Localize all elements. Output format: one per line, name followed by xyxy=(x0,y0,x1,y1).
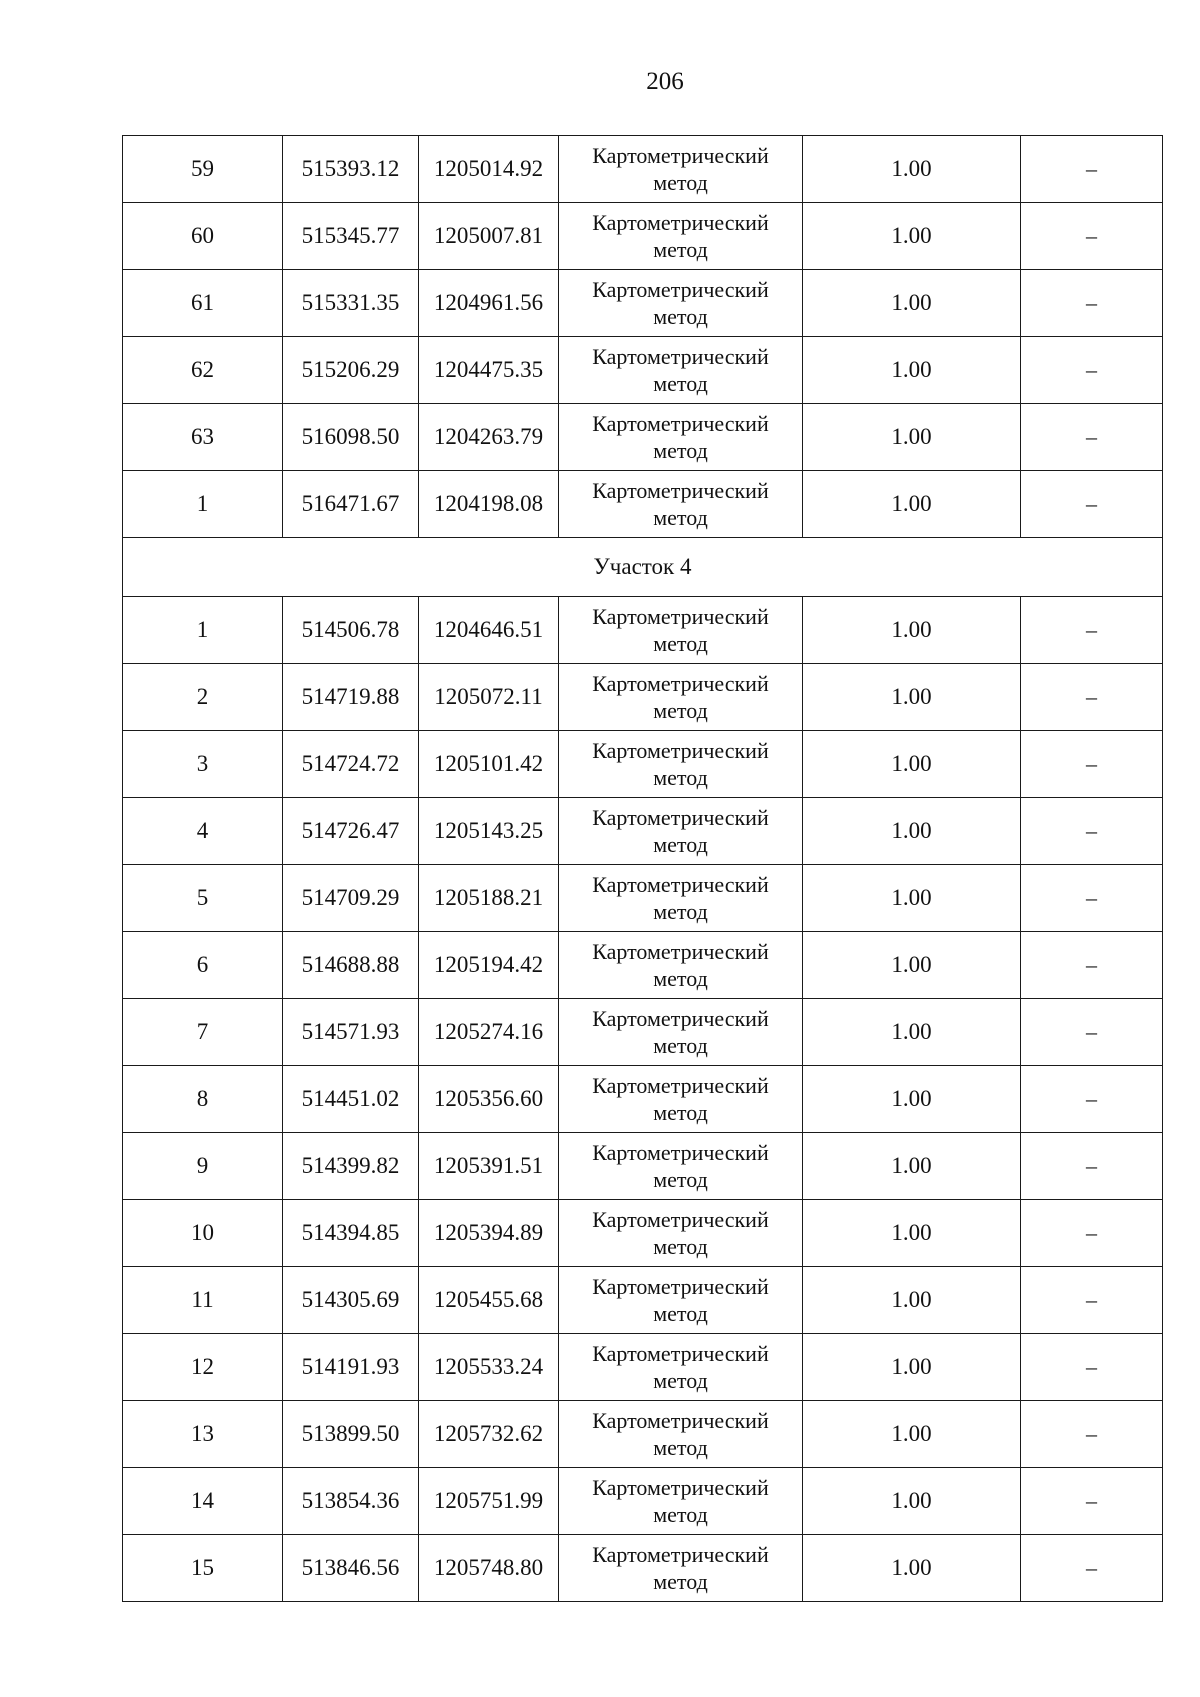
method-line-2: метод xyxy=(653,170,708,195)
method-cell xyxy=(559,337,803,404)
method-line-1: Картометрический xyxy=(592,210,769,235)
y-coordinate-cell: 1205751.99 xyxy=(419,1468,559,1535)
x-coordinate-cell: 513899.50 xyxy=(283,1401,419,1468)
method-line-2: метод xyxy=(653,631,708,656)
note-cell: – xyxy=(1021,999,1163,1066)
method-cell xyxy=(559,471,803,538)
method-cell xyxy=(559,664,803,731)
point-number-cell: 10 xyxy=(123,1200,283,1267)
precision-cell: 1.00 xyxy=(803,471,1021,538)
note-cell: – xyxy=(1021,664,1163,731)
coordinates-table xyxy=(122,135,1163,1602)
method-cell xyxy=(559,1066,803,1133)
note-cell: – xyxy=(1021,1267,1163,1334)
point-number-cell: 1 xyxy=(123,471,283,538)
table-row xyxy=(123,999,1163,1066)
table-row xyxy=(123,731,1163,798)
y-coordinate-cell: 1205194.42 xyxy=(419,932,559,999)
x-coordinate-cell: 514394.85 xyxy=(283,1200,419,1267)
note-cell: – xyxy=(1021,471,1163,538)
precision-cell: 1.00 xyxy=(803,664,1021,731)
point-number-cell: 13 xyxy=(123,1401,283,1468)
x-coordinate-cell: 514191.93 xyxy=(283,1334,419,1401)
x-coordinate-cell: 514719.88 xyxy=(283,664,419,731)
table-row xyxy=(123,471,1163,538)
method-cell xyxy=(559,1334,803,1401)
y-coordinate-cell: 1205533.24 xyxy=(419,1334,559,1401)
note-cell: – xyxy=(1021,270,1163,337)
precision-cell: 1.00 xyxy=(803,1535,1021,1602)
note-cell: – xyxy=(1021,337,1163,404)
y-coordinate-cell: 1205391.51 xyxy=(419,1133,559,1200)
point-number-cell: 14 xyxy=(123,1468,283,1535)
x-coordinate-cell: 515393.12 xyxy=(283,136,419,203)
y-coordinate-cell: 1205007.81 xyxy=(419,203,559,270)
method-line-1: Картометрический xyxy=(592,738,769,763)
method-cell xyxy=(559,404,803,471)
method-line-1: Картометрический xyxy=(592,671,769,696)
method-line-2: метод xyxy=(653,304,708,329)
y-coordinate-cell: 1205356.60 xyxy=(419,1066,559,1133)
y-coordinate-cell: 1205394.89 xyxy=(419,1200,559,1267)
method-line-2: метод xyxy=(653,1569,708,1594)
note-cell: – xyxy=(1021,932,1163,999)
precision-cell: 1.00 xyxy=(803,1066,1021,1133)
note-cell: – xyxy=(1021,1200,1163,1267)
x-coordinate-cell: 514506.78 xyxy=(283,597,419,664)
method-line-2: метод xyxy=(653,698,708,723)
method-line-1: Картометрический xyxy=(592,805,769,830)
note-cell: – xyxy=(1021,597,1163,664)
y-coordinate-cell: 1205732.62 xyxy=(419,1401,559,1468)
method-line-1: Картометрический xyxy=(592,1408,769,1433)
method-line-2: метод xyxy=(653,371,708,396)
table-row xyxy=(123,1133,1163,1200)
table-body-block1 xyxy=(123,136,1163,538)
point-number-cell: 15 xyxy=(123,1535,283,1602)
section-header-group xyxy=(123,538,1163,597)
x-coordinate-cell: 515331.35 xyxy=(283,270,419,337)
point-number-cell: 63 xyxy=(123,404,283,471)
method-line-1: Картометрический xyxy=(592,604,769,629)
x-coordinate-cell: 513846.56 xyxy=(283,1535,419,1602)
method-cell xyxy=(559,1401,803,1468)
precision-cell: 1.00 xyxy=(803,597,1021,664)
method-cell xyxy=(559,1200,803,1267)
x-coordinate-cell: 515345.77 xyxy=(283,203,419,270)
method-line-1: Картометрический xyxy=(592,872,769,897)
note-cell: – xyxy=(1021,1535,1163,1602)
method-cell xyxy=(559,1133,803,1200)
method-cell xyxy=(559,136,803,203)
table-row xyxy=(123,1535,1163,1602)
precision-cell: 1.00 xyxy=(803,337,1021,404)
method-line-1: Картометрический xyxy=(592,1073,769,1098)
method-line-2: метод xyxy=(653,765,708,790)
point-number-cell: 4 xyxy=(123,798,283,865)
x-coordinate-cell: 516098.50 xyxy=(283,404,419,471)
point-number-cell: 12 xyxy=(123,1334,283,1401)
method-line-2: метод xyxy=(653,1502,708,1527)
method-cell xyxy=(559,1535,803,1602)
method-line-2: метод xyxy=(653,1100,708,1125)
y-coordinate-cell: 1204475.35 xyxy=(419,337,559,404)
method-line-1: Картометрический xyxy=(592,1140,769,1165)
precision-cell: 1.00 xyxy=(803,136,1021,203)
y-coordinate-cell: 1205748.80 xyxy=(419,1535,559,1602)
point-number-cell: 61 xyxy=(123,270,283,337)
method-line-1: Картометрический xyxy=(592,277,769,302)
table-row xyxy=(123,1200,1163,1267)
point-number-cell: 6 xyxy=(123,932,283,999)
method-line-2: метод xyxy=(653,1167,708,1192)
note-cell: – xyxy=(1021,1334,1163,1401)
y-coordinate-cell: 1205072.11 xyxy=(419,664,559,731)
coordinates-table-container xyxy=(122,135,1162,1602)
x-coordinate-cell: 514451.02 xyxy=(283,1066,419,1133)
precision-cell: 1.00 xyxy=(803,932,1021,999)
table-row xyxy=(123,798,1163,865)
method-cell xyxy=(559,1267,803,1334)
table-row xyxy=(123,136,1163,203)
note-cell: – xyxy=(1021,1468,1163,1535)
method-cell xyxy=(559,203,803,270)
table-row xyxy=(123,337,1163,404)
method-cell xyxy=(559,798,803,865)
y-coordinate-cell: 1205143.25 xyxy=(419,798,559,865)
y-coordinate-cell: 1204646.51 xyxy=(419,597,559,664)
method-line-2: метод xyxy=(653,966,708,991)
table-row xyxy=(123,1468,1163,1535)
table-row xyxy=(123,1066,1163,1133)
x-coordinate-cell: 514709.29 xyxy=(283,865,419,932)
method-cell xyxy=(559,932,803,999)
note-cell: – xyxy=(1021,798,1163,865)
method-cell xyxy=(559,597,803,664)
x-coordinate-cell: 514305.69 xyxy=(283,1267,419,1334)
precision-cell: 1.00 xyxy=(803,1133,1021,1200)
method-line-1: Картометрический xyxy=(592,939,769,964)
point-number-cell: 8 xyxy=(123,1066,283,1133)
precision-cell: 1.00 xyxy=(803,1334,1021,1401)
point-number-cell: 60 xyxy=(123,203,283,270)
point-number-cell: 7 xyxy=(123,999,283,1066)
x-coordinate-cell: 513854.36 xyxy=(283,1468,419,1535)
method-cell xyxy=(559,1468,803,1535)
x-coordinate-cell: 515206.29 xyxy=(283,337,419,404)
note-cell: – xyxy=(1021,203,1163,270)
method-line-1: Картометрический xyxy=(592,1274,769,1299)
method-cell xyxy=(559,731,803,798)
y-coordinate-cell: 1205455.68 xyxy=(419,1267,559,1334)
precision-cell: 1.00 xyxy=(803,1468,1021,1535)
method-cell xyxy=(559,865,803,932)
table-row xyxy=(123,1401,1163,1468)
y-coordinate-cell: 1204961.56 xyxy=(419,270,559,337)
table-body-block2 xyxy=(123,597,1163,1602)
page-number: 206 xyxy=(646,68,684,95)
method-line-2: метод xyxy=(653,438,708,463)
table-row xyxy=(123,932,1163,999)
method-line-2: метод xyxy=(653,1301,708,1326)
point-number-cell: 2 xyxy=(123,664,283,731)
method-cell xyxy=(559,999,803,1066)
table-row xyxy=(123,404,1163,471)
method-line-1: Картометрический xyxy=(592,344,769,369)
x-coordinate-cell: 514688.88 xyxy=(283,932,419,999)
method-line-1: Картометрический xyxy=(592,143,769,168)
table-row xyxy=(123,203,1163,270)
y-coordinate-cell: 1205188.21 xyxy=(419,865,559,932)
note-cell: – xyxy=(1021,404,1163,471)
method-line-2: метод xyxy=(653,1234,708,1259)
note-cell: – xyxy=(1021,1401,1163,1468)
method-line-1: Картометрический xyxy=(592,1475,769,1500)
x-coordinate-cell: 514399.82 xyxy=(283,1133,419,1200)
precision-cell: 1.00 xyxy=(803,404,1021,471)
y-coordinate-cell: 1205101.42 xyxy=(419,731,559,798)
method-line-1: Картометрический xyxy=(592,1542,769,1567)
method-line-2: метод xyxy=(653,899,708,924)
precision-cell: 1.00 xyxy=(803,1401,1021,1468)
precision-cell: 1.00 xyxy=(803,999,1021,1066)
table-row xyxy=(123,1334,1163,1401)
method-line-1: Картометрический xyxy=(592,478,769,503)
table-row xyxy=(123,270,1163,337)
method-line-2: метод xyxy=(653,1435,708,1460)
precision-cell: 1.00 xyxy=(803,1200,1021,1267)
y-coordinate-cell: 1204198.08 xyxy=(419,471,559,538)
note-cell: – xyxy=(1021,731,1163,798)
method-line-1: Картометрический xyxy=(592,1207,769,1232)
note-cell: – xyxy=(1021,865,1163,932)
section-row xyxy=(123,538,1163,597)
note-cell: – xyxy=(1021,1066,1163,1133)
method-line-2: метод xyxy=(653,1368,708,1393)
x-coordinate-cell: 514571.93 xyxy=(283,999,419,1066)
point-number-cell: 5 xyxy=(123,865,283,932)
point-number-cell: 62 xyxy=(123,337,283,404)
precision-cell: 1.00 xyxy=(803,203,1021,270)
method-line-1: Картометрический xyxy=(592,1341,769,1366)
note-cell: – xyxy=(1021,136,1163,203)
point-number-cell: 1 xyxy=(123,597,283,664)
table-row xyxy=(123,664,1163,731)
precision-cell: 1.00 xyxy=(803,731,1021,798)
section-title: Участок 4 xyxy=(123,538,1163,597)
table-row xyxy=(123,1267,1163,1334)
precision-cell: 1.00 xyxy=(803,865,1021,932)
method-cell xyxy=(559,270,803,337)
point-number-cell: 3 xyxy=(123,731,283,798)
point-number-cell: 9 xyxy=(123,1133,283,1200)
x-coordinate-cell: 514724.72 xyxy=(283,731,419,798)
x-coordinate-cell: 514726.47 xyxy=(283,798,419,865)
method-line-1: Картометрический xyxy=(592,1006,769,1031)
method-line-2: метод xyxy=(653,505,708,530)
precision-cell: 1.00 xyxy=(803,1267,1021,1334)
y-coordinate-cell: 1205274.16 xyxy=(419,999,559,1066)
precision-cell: 1.00 xyxy=(803,798,1021,865)
table-row xyxy=(123,865,1163,932)
point-number-cell: 11 xyxy=(123,1267,283,1334)
y-coordinate-cell: 1205014.92 xyxy=(419,136,559,203)
note-cell: – xyxy=(1021,1133,1163,1200)
y-coordinate-cell: 1204263.79 xyxy=(419,404,559,471)
method-line-2: метод xyxy=(653,237,708,262)
point-number-cell: 59 xyxy=(123,136,283,203)
precision-cell: 1.00 xyxy=(803,270,1021,337)
table-row xyxy=(123,597,1163,664)
method-line-1: Картометрический xyxy=(592,411,769,436)
method-line-2: метод xyxy=(653,832,708,857)
x-coordinate-cell: 516471.67 xyxy=(283,471,419,538)
method-line-2: метод xyxy=(653,1033,708,1058)
